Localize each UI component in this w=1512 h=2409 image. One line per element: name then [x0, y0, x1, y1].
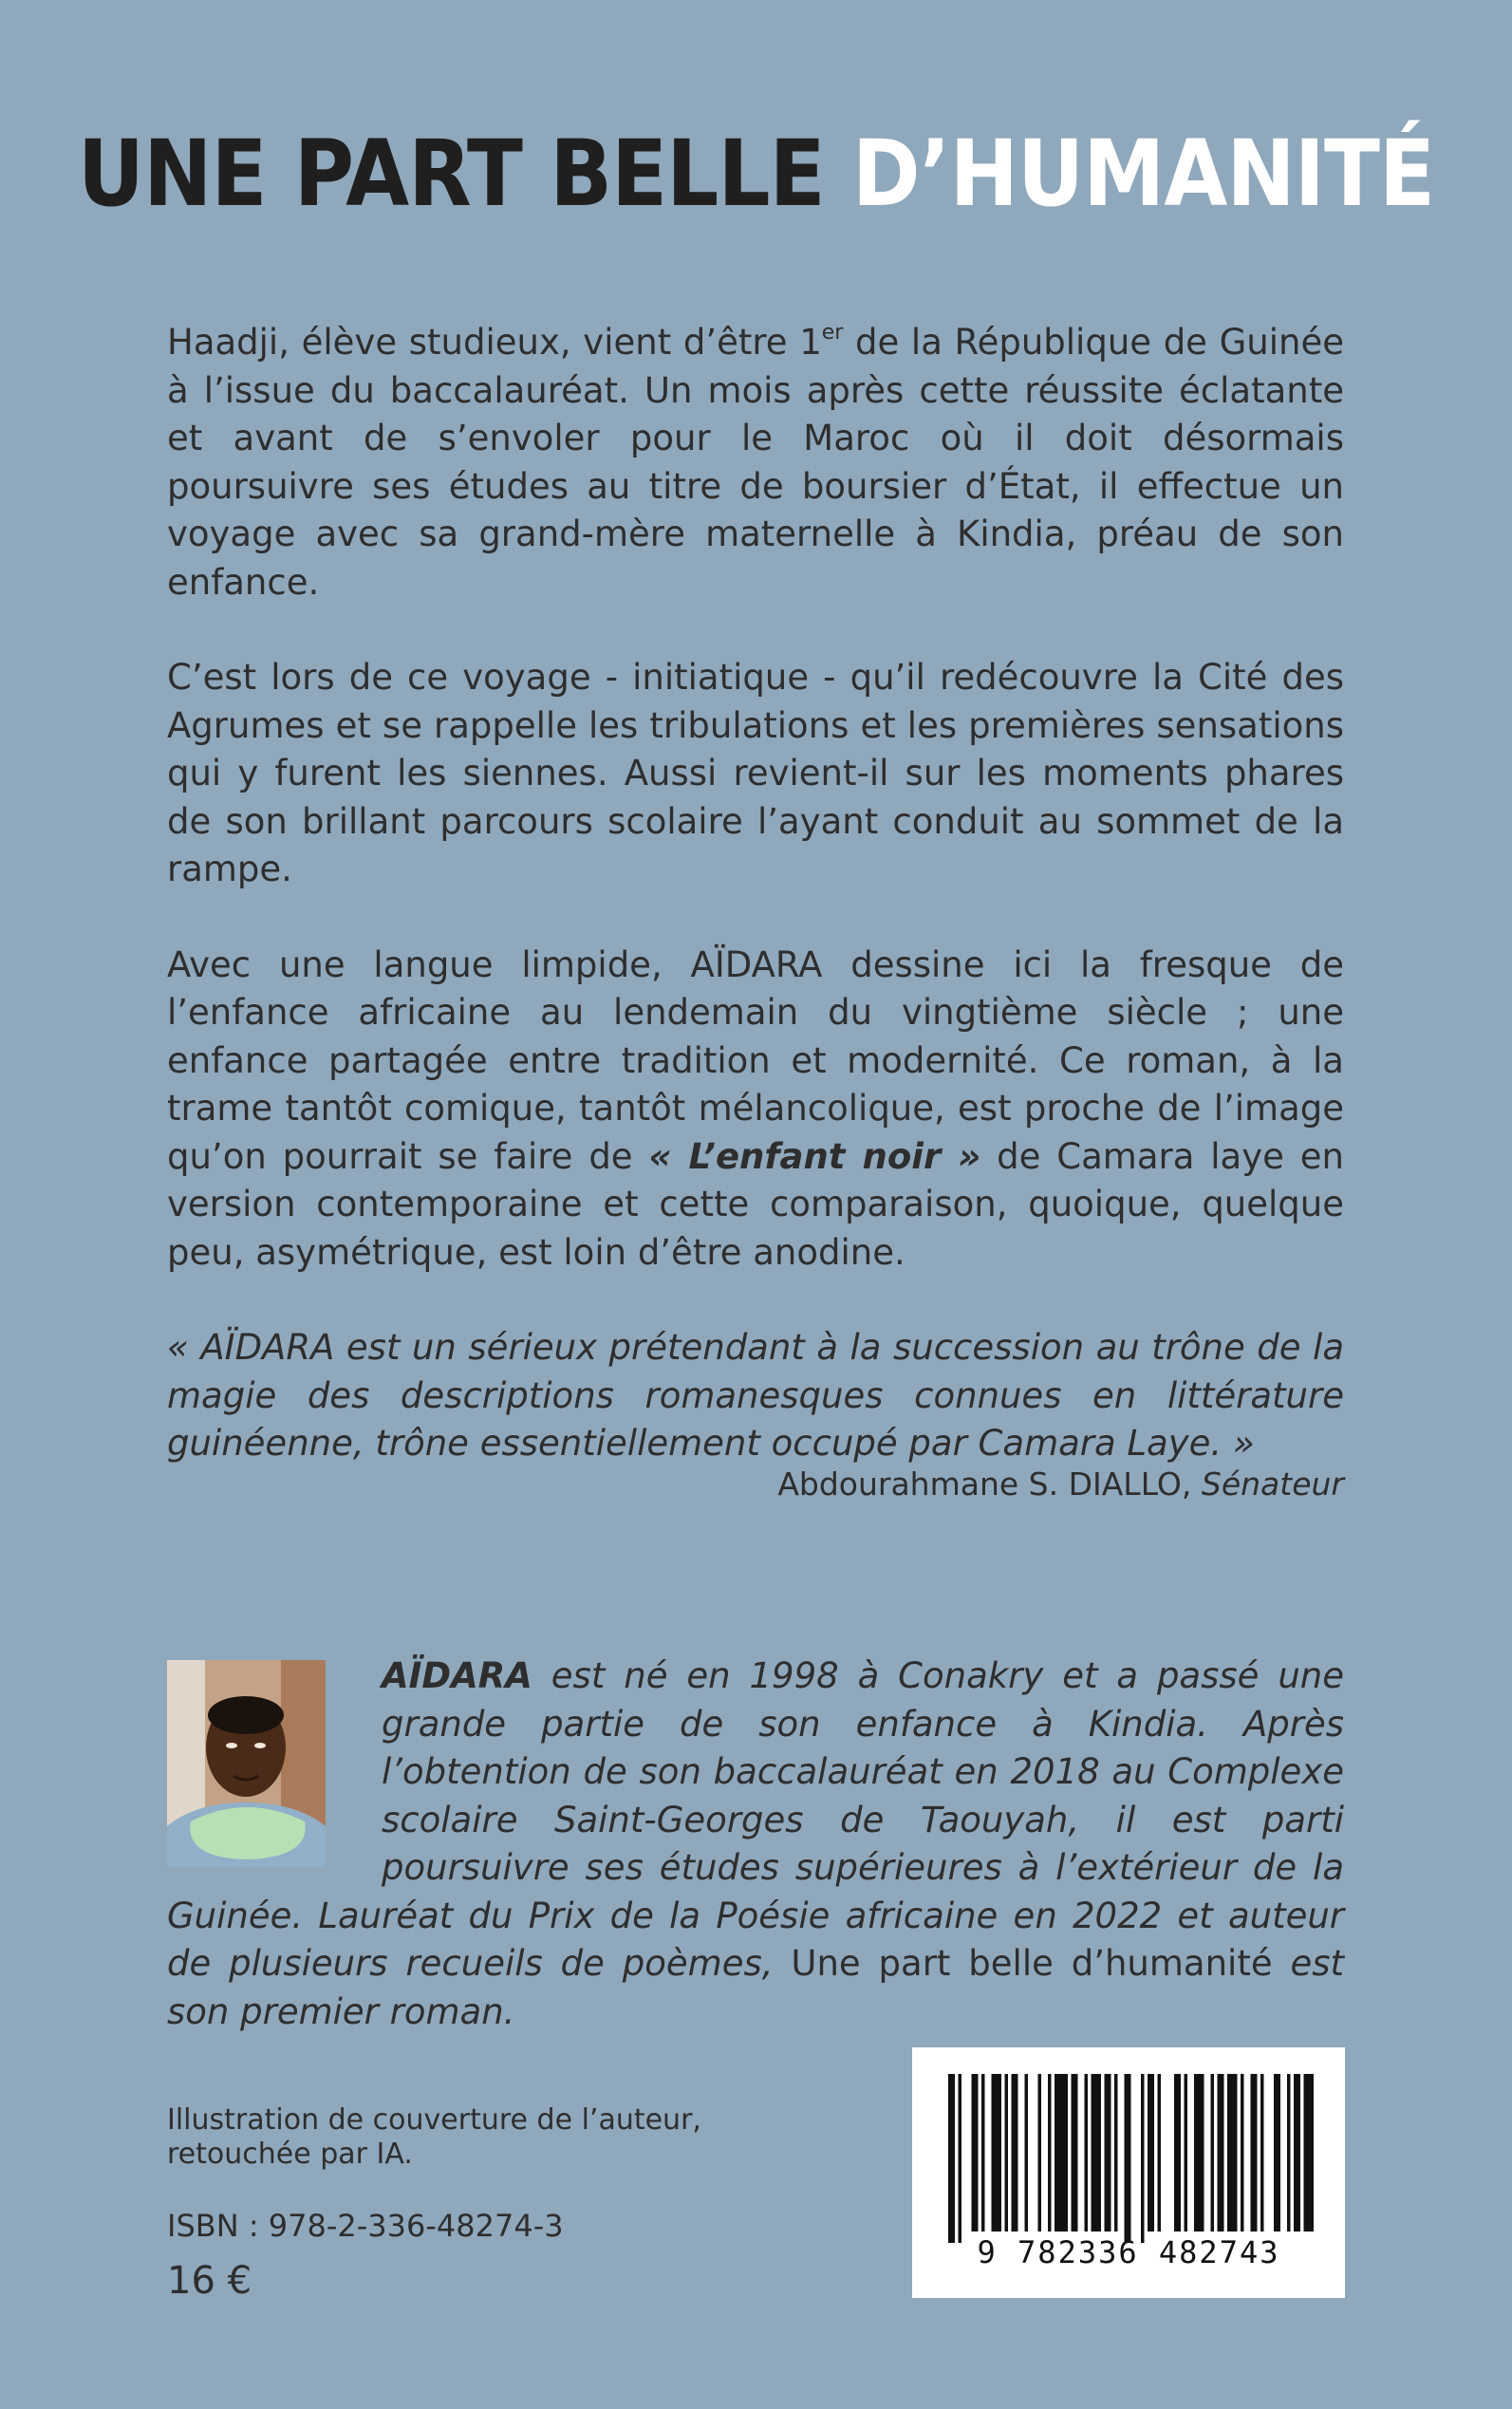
barcode-bar — [1038, 2074, 1042, 2232]
barcode-bar — [1294, 2074, 1300, 2232]
barcode-bar — [1274, 2074, 1280, 2232]
barcode-digits: 9 782336 482743 — [977, 2234, 1280, 2270]
barcode-icon — [912, 2047, 1345, 2298]
barcode-bar — [959, 2074, 962, 2243]
barcode-bar — [1148, 2074, 1154, 2232]
barcode-bar — [1072, 2074, 1078, 2232]
barcode-bar — [1055, 2074, 1068, 2232]
attribution-name: Abdourahmane S. DIALLO, — [777, 1466, 1202, 1503]
barcode-bar — [1251, 2074, 1258, 2232]
barcode-bar — [972, 2074, 979, 2232]
isbn: ISBN : 978-2-336-48274-3 — [167, 2208, 564, 2244]
barcode-bar — [1012, 2074, 1018, 2232]
barcode-bar — [1141, 2074, 1145, 2243]
barcode-bar — [1287, 2074, 1291, 2232]
author-bio: AÏDARA est né en 1998 à Conakry et a passé une grande partie de son enfance à Kindia. Après l’obtention de son baccalauréat en 2018 au Complexe scolaire Saint-Georges de Taouyah, il est parti poursuivre ses études supérieures à l’extérieur de la Guinée. Lauréat du Prix de la Poésie africaine en 2022 et auteur de plusieurs recueils de poèmes, Une part belle d’humanité est son premier roman. — [167, 1655, 1345, 2032]
book-title — [76, 121, 1437, 226]
barcode-bar — [1005, 2074, 1009, 2232]
title-light-part: D’HUMANITÉ — [851, 121, 1435, 227]
title-dark-part: UNE PART BELLE — [77, 121, 825, 227]
illustration-credit: Illustration de couverture de l’auteur, retouchée par IA. — [167, 2103, 701, 2171]
barcode-bar — [1105, 2074, 1111, 2232]
barcode-bar — [992, 2074, 1002, 2232]
review-quote: « AÏDARA est un sérieux prétendant à la succession au trône de la magie des descriptions romanesques connues en littérature guinéenne, trône essentiellement occupé par Camara Laye. » — [167, 1327, 1344, 1464]
barcode-bar — [1125, 2074, 1131, 2243]
barcode-bar — [1048, 2074, 1052, 2232]
blurb-paragraph-2: C’est lors de ce voyage - initiatique - qu’il redécouvre la Cité des Agrumes et se rappelle les tribulations et les premières sensations qui y furent les siennes. Aussi revient-il sur les moments phares de son brillant parcours scolaire l’ayant conduit au sommet de la rampe. — [167, 657, 1344, 889]
attribution-role: Sénateur — [1201, 1466, 1344, 1503]
barcode-bar — [948, 2074, 955, 2243]
barcode-bar — [1092, 2074, 1102, 2232]
barcode-bar — [1085, 2074, 1089, 2232]
barcode-bar — [1260, 2074, 1264, 2232]
price: 16 € — [167, 2259, 252, 2303]
superscript: er — [821, 321, 844, 345]
barcode-bar — [1218, 2074, 1224, 2232]
author-name: AÏDARA — [382, 1655, 532, 1696]
barcode-bar — [981, 2074, 985, 2232]
barcode-bar — [1194, 2074, 1204, 2232]
barcode-bar — [1227, 2074, 1238, 2232]
barcode-bar — [1241, 2074, 1244, 2232]
blurb-paragraph-3: Avec une langue limpide, AÏDARA dessine ici la fresque de l’enfance africaine au lendemain du vingtième siècle ; une enfance partagée entre tradition et modernité. Ce roman, à la trame tantôt comique, tantôt mélancolique, est proche de l’image qu’on pourrait se faire de « L’enfant noir » de Camara laye en version contemporaine et cette comparaison, quoique, quelque peu, asymétrique, est loin d’être anodine. — [167, 943, 1344, 1273]
barcode-bar — [1185, 2074, 1188, 2232]
barcode-bar — [1025, 2074, 1029, 2232]
barcode-bar — [1211, 2074, 1215, 2232]
barcode-bar — [1114, 2074, 1118, 2232]
barcode-bar — [1158, 2074, 1162, 2232]
barcode — [912, 2047, 1345, 2298]
blurb-paragraph-1: Haadji, élève studieux, vient d’être 1er de la République de Guinée à l’issue du baccalauréat. Un mois après cette réussite éclatante et avant de s’envoler pour le Maroc où il doit désormais poursuivre ses études au titre de boursier d’État, il effectue un voyage avec sa grand-mère maternelle à Kindia, préau de son enfance. — [167, 321, 1344, 603]
quote-attribution — [777, 1463, 1344, 1506]
barcode-bar — [1174, 2074, 1181, 2232]
barcode-bar — [1304, 2074, 1315, 2232]
book-title-mention: Une part belle d’humanité — [791, 1943, 1273, 1984]
cited-title: « L’enfant noir » — [648, 1135, 981, 1177]
blurb — [167, 319, 1344, 1514]
